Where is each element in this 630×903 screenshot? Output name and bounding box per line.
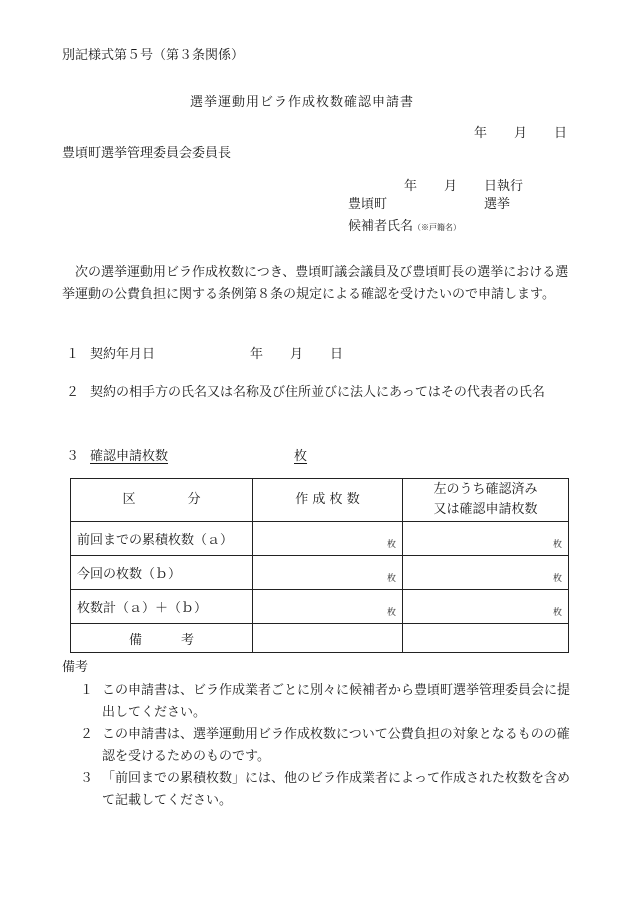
remarks-cell[interactable]	[253, 624, 403, 653]
header-made-count: 作 成 枚 数	[253, 479, 403, 522]
election-word: 選挙	[484, 197, 511, 212]
form-number: 別記様式第５号（第３条関係）	[62, 48, 245, 63]
item1-year: 年	[250, 347, 264, 362]
remarks-label: 備 考	[71, 624, 253, 653]
made-count-cell[interactable]: 枚	[253, 556, 403, 590]
election-town: 豊頃町	[348, 197, 388, 212]
submit-year-label: 年	[474, 126, 488, 141]
signature-note: （※戸籍名）	[413, 223, 462, 232]
table-row	[71, 556, 569, 590]
table-row	[71, 590, 569, 624]
note-item	[80, 768, 570, 812]
candidate-label: 候補者氏名	[348, 219, 414, 234]
table-row	[71, 522, 569, 556]
item2-label: 契約の相手方の氏名又は名称及び住所並びに法人にあってはその代表者の氏名	[90, 385, 545, 400]
note-item	[80, 680, 570, 724]
row-label: 今回の枚数（ｂ）	[71, 556, 253, 590]
item1-month: 月	[290, 347, 304, 362]
confirmed-count-cell[interactable]: 枚	[403, 556, 569, 590]
candidate-name-label	[348, 219, 461, 235]
note-number: ３	[80, 771, 94, 786]
header-confirmed-line2: 又は確認申請枚数	[433, 502, 538, 517]
note-number: １	[80, 683, 94, 698]
notes-heading: 備考	[62, 660, 89, 675]
item1-day: 日	[330, 347, 344, 362]
addressee: 豊頃町選挙管理委員会委員長	[62, 146, 232, 161]
remarks-row	[71, 624, 569, 653]
item1-number: １	[66, 347, 80, 362]
remarks-cell[interactable]	[403, 624, 569, 653]
item3-number: ３	[66, 449, 80, 464]
item3-unit: 枚	[294, 449, 308, 464]
item3-label: 確認申請枚数	[90, 449, 169, 464]
note-item	[80, 724, 570, 768]
confirmed-count-cell[interactable]: 枚	[403, 590, 569, 624]
table-header-row	[71, 479, 569, 522]
submit-month-label: 月	[514, 126, 528, 141]
row-label: 前回までの累積枚数（ａ）	[71, 522, 253, 556]
item3-field	[90, 449, 307, 465]
note-text: 「前回までの累積枚数」には、他のビラ作成業者によって作成された枚数を含めて記載してください。	[102, 771, 571, 808]
note-text: この申請書は、選挙運動用ビラ作成枚数について公費負担の対象となるものの確認を受けるためのものです。	[102, 727, 570, 764]
header-category: 区 分	[71, 479, 253, 522]
confirmed-count-cell[interactable]: 枚	[403, 522, 569, 556]
header-confirmed-count	[403, 479, 569, 522]
header-confirmed-line1: 左のうち確認済み	[433, 482, 538, 497]
note-text: この申請書は、ビラ作成業者ごとに別々に候補者から豊頃町選挙管理委員会に提出してください。	[102, 683, 571, 720]
submit-day-label: 日	[554, 126, 568, 141]
election-year-label: 年	[404, 179, 418, 194]
document-title: 選挙運動用ビラ作成枚数確認申請書	[190, 95, 415, 110]
note-number: ２	[80, 727, 94, 742]
item1-label: 契約年月日	[90, 347, 156, 362]
item2-number: ２	[66, 385, 80, 400]
count-table	[70, 478, 569, 653]
row-label: 枚数計（ａ）＋（ｂ）	[71, 590, 253, 624]
election-month-label: 月	[444, 179, 458, 194]
application-body-text: 次の選挙運動用ビラ作成枚数につき、豊頃町議会議員及び豊頃町長の選挙における選挙運動の公費負担に関する条例第８条の規定による確認を受けたいので申請します。	[62, 265, 569, 302]
election-exec-label: 日執行	[484, 179, 524, 194]
made-count-cell[interactable]: 枚	[253, 590, 403, 624]
made-count-cell[interactable]: 枚	[253, 522, 403, 556]
